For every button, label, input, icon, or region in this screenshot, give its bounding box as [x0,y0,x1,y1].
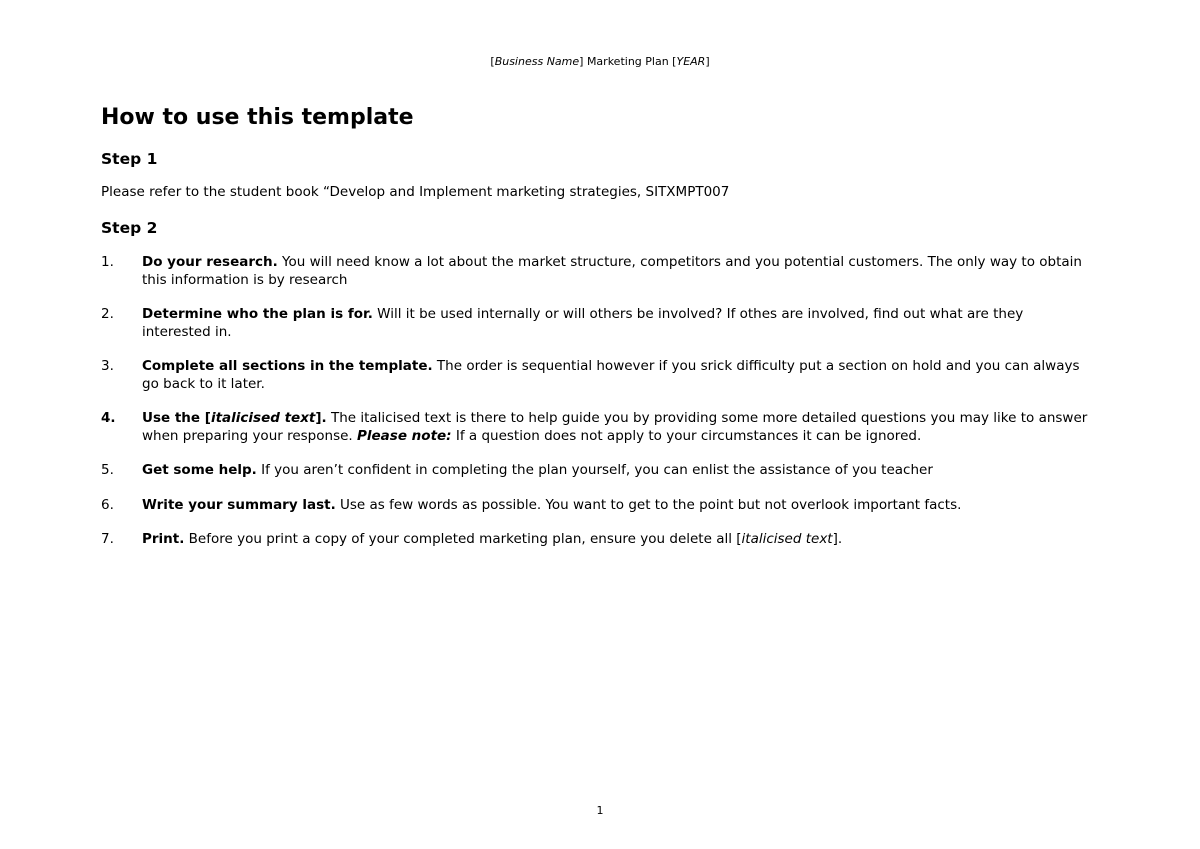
item-text: Before you print a copy of your completed marketing plan, ensure you delete all [ [184,531,742,547]
list-item [101,462,1096,480]
item-lead: Do your research. [142,254,278,270]
item-lead-post: ]. [315,410,327,426]
item-lead: Determine who the plan is for. [142,306,373,322]
header-bracket-close: ] [705,55,710,68]
header-bracket-open: [ [490,55,495,68]
item-text: If you aren’t confident in completing the plan yourself, you can enlist the assistance of you teacher [256,462,933,478]
list-item [101,358,1096,393]
list-item [101,497,1096,515]
item-text: Will it be used internally or will others be involved? If othes are involved, find out what are they interested in. [142,306,1024,340]
header-business-name: Business Name [494,55,580,68]
page-number: 1 [596,804,604,817]
page-title: How to use this template [101,105,414,130]
header-year: YEAR [676,55,706,68]
list-item [101,531,1096,549]
list-item [101,254,1096,289]
item-text: Use as few words as possible. You want to get to the point but not overlook important facts. [335,496,962,513]
item-lead: Print. [142,531,185,547]
list-item [101,410,1096,445]
item-number: 3. [101,358,114,374]
page-content [101,104,1096,566]
item-text: The order is sequential however if you srick difficulty put a section on hold and you can always go back to it later. [142,358,1080,392]
item-number: 4. [101,410,116,426]
item-text: You will need know a lot about the market structure, competitors and you potential customers. The only way to obtain this information is by research [142,254,1082,288]
item-lead: Get some help. [142,462,257,478]
running-header [0,55,1200,69]
item-number: 1. [101,254,114,270]
item-lead: Write your summary last. [142,496,336,513]
item-text-end: ]. [832,531,843,547]
item-lead [142,410,327,426]
item-text: The italicised text is there to help guide you by providing some more detailed questions you may like to answer when preparing your response. [142,410,1088,444]
step2-heading: Step 2 [101,219,158,237]
item-lead: Complete all sections in the template. [142,358,433,374]
list-item [101,306,1096,341]
item-number: 5. [101,462,114,478]
item-number: 2. [101,306,114,322]
item-lead-pre: Use the [ [142,410,211,426]
please-note-text: If a question does not apply to your circumstances it can be ignored. [451,427,922,444]
step2-list [101,254,1096,549]
item-text-italic: italicised text [741,531,833,547]
header-marketing-plan: ] Marketing Plan [ [579,55,677,68]
item-number: 6. [101,496,114,513]
item-number: 7. [101,531,114,547]
item-lead-italic: italicised text [210,410,316,426]
step1-heading: Step 1 [101,150,158,168]
step1-text: Please refer to the student book “Develop and Implement marketing strategies, SITXMPT007 [101,184,730,200]
please-note-label: Please note: [357,427,452,444]
